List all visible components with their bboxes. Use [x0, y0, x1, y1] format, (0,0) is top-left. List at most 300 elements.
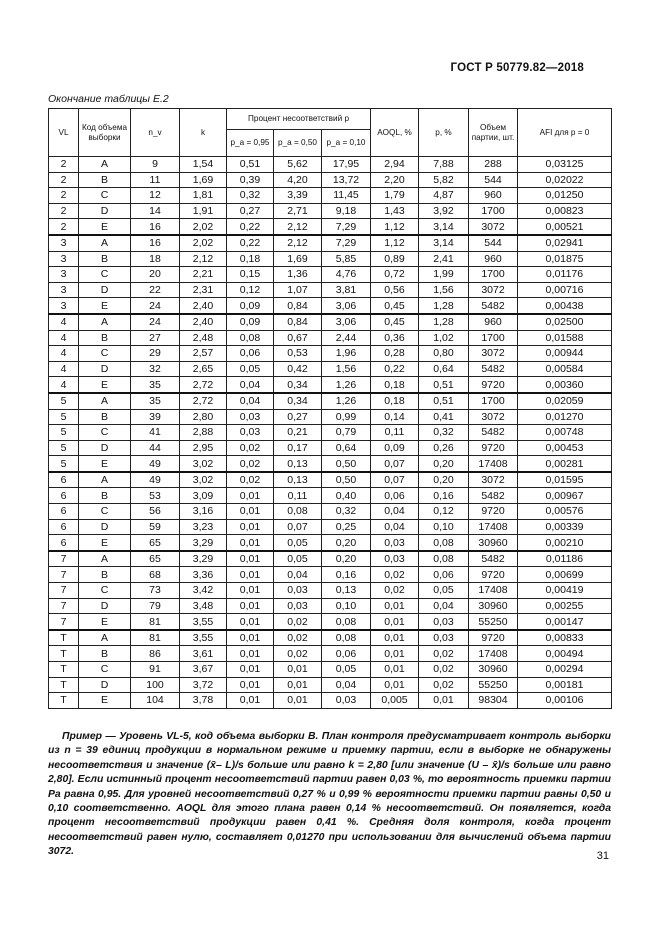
table-cell: 2,20: [371, 172, 419, 188]
table-cell: 0,01250: [518, 188, 612, 204]
table-cell: 2,57: [180, 346, 227, 362]
table-cell: 5: [49, 409, 79, 425]
table-cell: 0,04: [274, 567, 322, 583]
table-cell: 0,42: [274, 361, 322, 377]
table-cell: 9720: [469, 377, 518, 393]
table-cell: 98304: [469, 693, 518, 709]
table-cell: 0,01: [274, 677, 322, 693]
table-cell: 0,32: [227, 188, 274, 204]
table-cell: 0,02: [227, 472, 274, 488]
table-cell: 39: [131, 409, 180, 425]
table-cell: 0,00181: [518, 677, 612, 693]
table-cell: 0,41: [419, 409, 469, 425]
table-cell: 960: [469, 188, 518, 204]
table-cell: 1,69: [180, 172, 227, 188]
table-cell: 0,09: [227, 314, 274, 330]
table-cell: 65: [131, 535, 180, 551]
table-row: [49, 425, 612, 441]
table-cell: 0,01270: [518, 409, 612, 425]
table-cell: 0,02: [227, 440, 274, 456]
table-cell: 2,21: [180, 267, 227, 283]
table-cell: 0,04: [227, 377, 274, 393]
table-cell: 0,06: [322, 646, 371, 662]
table-cell: 0,02: [371, 567, 419, 583]
table-cell: 81: [131, 630, 180, 646]
table-cell: 0,08: [274, 504, 322, 520]
table-cell: 0,36: [371, 330, 419, 346]
sampling-plan-table: [48, 108, 612, 709]
table-row: [49, 488, 612, 504]
table-cell: 30960: [469, 598, 518, 614]
table-cell: 0,01: [227, 693, 274, 709]
table-cell: 17408: [469, 583, 518, 599]
table-cell: 2: [49, 172, 79, 188]
table-cell: 0,34: [274, 393, 322, 409]
table-cell: 1,96: [322, 346, 371, 362]
table-row: [49, 504, 612, 520]
table-cell: 3,39: [274, 188, 322, 204]
table-cell: 3: [49, 251, 79, 267]
table-cell: 0,00699: [518, 567, 612, 583]
table-cell: 4: [49, 346, 79, 362]
table-cell: 0,01: [227, 630, 274, 646]
table-cell: T: [49, 677, 79, 693]
table-cell: A: [79, 551, 131, 567]
table-cell: 7: [49, 551, 79, 567]
table-row: [49, 456, 612, 472]
table-cell: 1,28: [419, 314, 469, 330]
header-pa-050: p_a = 0,50: [274, 130, 322, 157]
table-cell: T: [49, 662, 79, 678]
table-cell: 1,12: [371, 219, 419, 235]
table-cell: 5,85: [322, 251, 371, 267]
table-cell: 35: [131, 377, 180, 393]
table-cell: 13,72: [322, 172, 371, 188]
table-cell: 4: [49, 330, 79, 346]
table-cell: 6: [49, 488, 79, 504]
table-cell: 24: [131, 314, 180, 330]
table-cell: 3: [49, 267, 79, 283]
table-cell: 0,22: [371, 361, 419, 377]
table-cell: 3072: [469, 409, 518, 425]
table-cell: 0,16: [419, 488, 469, 504]
table-cell: 3,92: [419, 203, 469, 219]
table-cell: 16: [131, 235, 180, 251]
table-cell: T: [49, 630, 79, 646]
table-cell: 24: [131, 298, 180, 314]
table-cell: 0,22: [227, 219, 274, 235]
table-cell: 7: [49, 567, 79, 583]
header-code: Код объема выборки: [79, 109, 131, 157]
table-cell: 68: [131, 567, 180, 583]
table-cell: 4,76: [322, 267, 371, 283]
table-cell: 0,01: [227, 519, 274, 535]
table-cell: C: [79, 267, 131, 283]
table-row: [49, 567, 612, 583]
table-cell: 5,82: [419, 172, 469, 188]
table-cell: 3,42: [180, 583, 227, 599]
table-cell: 0,01: [419, 693, 469, 709]
table-cell: 0,05: [274, 535, 322, 551]
table-cell: 1,81: [180, 188, 227, 204]
table-cell: 0,00716: [518, 282, 612, 298]
table-cell: D: [79, 598, 131, 614]
table-cell: 0,67: [274, 330, 322, 346]
table-cell: 0,50: [322, 472, 371, 488]
table-cell: 0,02: [371, 583, 419, 599]
table-cell: 0,05: [419, 583, 469, 599]
table-cell: 11,45: [322, 188, 371, 204]
table-cell: 6: [49, 504, 79, 520]
table-row: [49, 614, 612, 630]
table-row: [49, 662, 612, 678]
table-cell: 20: [131, 267, 180, 283]
table-row: [49, 409, 612, 425]
table-cell: B: [79, 488, 131, 504]
table-cell: 27: [131, 330, 180, 346]
table-cell: 2,31: [180, 282, 227, 298]
table-cell: 9720: [469, 630, 518, 646]
table-cell: 0,00584: [518, 361, 612, 377]
table-cell: 1,91: [180, 203, 227, 219]
table-row: [49, 267, 612, 283]
table-cell: 1,36: [274, 267, 322, 283]
table-cell: 0,01: [227, 488, 274, 504]
table-cell: 1700: [469, 330, 518, 346]
table-row: [49, 583, 612, 599]
table-cell: 0,03125: [518, 157, 612, 173]
table-cell: A: [79, 472, 131, 488]
table-cell: 0,01186: [518, 551, 612, 567]
table-cell: 1,43: [371, 203, 419, 219]
table-cell: 0,02: [274, 614, 322, 630]
table-cell: 7,88: [419, 157, 469, 173]
table-row: [49, 298, 612, 314]
table-cell: 0,01: [371, 630, 419, 646]
table-cell: 0,00147: [518, 614, 612, 630]
table-cell: C: [79, 583, 131, 599]
table-cell: 17408: [469, 456, 518, 472]
table-cell: 2,02: [180, 235, 227, 251]
table-cell: 0,27: [274, 409, 322, 425]
table-cell: 3,36: [180, 567, 227, 583]
table-cell: 1,28: [419, 298, 469, 314]
table-cell: 0,20: [419, 472, 469, 488]
table-cell: 0,01: [227, 614, 274, 630]
table-cell: 0,53: [274, 346, 322, 362]
header-k: k: [180, 109, 227, 157]
table-cell: 2: [49, 188, 79, 204]
table-cell: T: [49, 646, 79, 662]
table-cell: 0,02: [419, 646, 469, 662]
table-cell: 7,29: [322, 219, 371, 235]
table-cell: 29: [131, 346, 180, 362]
table-cell: 1,26: [322, 393, 371, 409]
table-cell: 2,95: [180, 440, 227, 456]
table-cell: 0,00967: [518, 488, 612, 504]
table-cell: 0,00210: [518, 535, 612, 551]
table-cell: 3,06: [322, 314, 371, 330]
table-cell: 3072: [469, 282, 518, 298]
table-cell: 3,06: [322, 298, 371, 314]
table-cell: 2,71: [274, 203, 322, 219]
table-cell: 1,79: [371, 188, 419, 204]
table-cell: 1700: [469, 393, 518, 409]
table-cell: 0,02941: [518, 235, 612, 251]
table-row: [49, 251, 612, 267]
table-cell: 17408: [469, 646, 518, 662]
table-cell: 0,20: [419, 456, 469, 472]
table-cell: 0,27: [227, 203, 274, 219]
table-cell: 0,01: [371, 677, 419, 693]
table-cell: D: [79, 677, 131, 693]
table-cell: 0,80: [419, 346, 469, 362]
table-cell: 12: [131, 188, 180, 204]
table-cell: 0,64: [419, 361, 469, 377]
table-cell: E: [79, 298, 131, 314]
table-cell: 0,03: [227, 425, 274, 441]
table-cell: 0,00494: [518, 646, 612, 662]
table-cell: E: [79, 377, 131, 393]
table-cell: A: [79, 235, 131, 251]
table-cell: 0,01: [227, 504, 274, 520]
table-cell: 0,04: [371, 519, 419, 535]
table-cell: 0,64: [322, 440, 371, 456]
table-cell: 0,20: [322, 551, 371, 567]
table-cell: 0,01: [227, 535, 274, 551]
table-cell: 9: [131, 157, 180, 173]
table-cell: 0,07: [371, 456, 419, 472]
table-cell: 0,16: [322, 567, 371, 583]
table-cell: 0,34: [274, 377, 322, 393]
table-cell: T: [49, 693, 79, 709]
table-cell: C: [79, 662, 131, 678]
table-cell: 0,18: [227, 251, 274, 267]
table-cell: 0,06: [227, 346, 274, 362]
table-cell: D: [79, 282, 131, 298]
table-cell: 0,01: [227, 677, 274, 693]
table-row: [49, 440, 612, 456]
table-cell: E: [79, 535, 131, 551]
table-cell: 17408: [469, 519, 518, 535]
table-cell: 3: [49, 235, 79, 251]
table-cell: 4,20: [274, 172, 322, 188]
table-cell: 104: [131, 693, 180, 709]
table-cell: 1,69: [274, 251, 322, 267]
table-cell: 1,56: [419, 282, 469, 298]
table-cell: 0,10: [322, 598, 371, 614]
table-cell: 6: [49, 472, 79, 488]
table-cell: 0,02500: [518, 314, 612, 330]
table-cell: 16: [131, 219, 180, 235]
table-cell: 3,55: [180, 614, 227, 630]
table-cell: 2,02: [180, 219, 227, 235]
table-cell: 4,87: [419, 188, 469, 204]
table-cell: 0,01: [371, 662, 419, 678]
table-cell: E: [79, 219, 131, 235]
table-cell: 0,02022: [518, 172, 612, 188]
table-cell: 2,48: [180, 330, 227, 346]
table-cell: 0,01: [274, 662, 322, 678]
table-cell: 3072: [469, 219, 518, 235]
table-cell: 1,07: [274, 282, 322, 298]
table-cell: 3: [49, 282, 79, 298]
example-note: Пример — Уровень VL-5, код объема выборки B. План контроля предусматривает контроль выборки из n = 39 единиц продукции в нормальном режиме и приемку партии, если в выборке не обнаружены несоответствия и значение (x̄– L)/s больше или равно k = 2,80 [или значение (U – x̄)/s больше или равно 2,80]. Если истинный процент несоответствий партии равен 0,03 %, то вероятность приемки партии Pa равна 0,95. Для уровней несоответствий 0,27 % и 0,99 % вероятности приемки партии равны 0,50 и 0,10 соответственно. AOQL для этого плана равен 0,14 % несоответствий. Он появляется, когда процент несоответствий продукции равен 0,41 %. Средняя доля контроля, когда процент несоответствий равен нулю, составляет 0,01270 при использовании для вычислений объема партии 3072.: [48, 731, 611, 858]
table-cell: 44: [131, 440, 180, 456]
table-cell: 0,22: [227, 235, 274, 251]
table-cell: 100: [131, 677, 180, 693]
table-cell: A: [79, 314, 131, 330]
table-cell: 53: [131, 488, 180, 504]
table-cell: C: [79, 425, 131, 441]
table-cell: 0,03: [371, 535, 419, 551]
table-cell: 0,09: [371, 440, 419, 456]
table-cell: 3,61: [180, 646, 227, 662]
table-cell: 3,09: [180, 488, 227, 504]
table-cell: A: [79, 393, 131, 409]
table-cell: 11: [131, 172, 180, 188]
table-cell: 5482: [469, 298, 518, 314]
table-cell: 2,94: [371, 157, 419, 173]
table-cell: 35: [131, 393, 180, 409]
table-cell: 7: [49, 598, 79, 614]
table-row: [49, 519, 612, 535]
table-cell: 0,06: [371, 488, 419, 504]
table-cell: 3,16: [180, 504, 227, 520]
table-cell: 0,04: [322, 677, 371, 693]
table-cell: 9,18: [322, 203, 371, 219]
table-cell: 5482: [469, 488, 518, 504]
table-cell: 1,56: [322, 361, 371, 377]
table-cell: 3,81: [322, 282, 371, 298]
table-cell: 544: [469, 235, 518, 251]
table-cell: 0,07: [274, 519, 322, 535]
table-cell: A: [79, 630, 131, 646]
table-cell: 960: [469, 251, 518, 267]
table-cell: 1700: [469, 267, 518, 283]
table-cell: 41: [131, 425, 180, 441]
table-cell: 0,12: [227, 282, 274, 298]
table-row: [49, 377, 612, 393]
table-cell: C: [79, 504, 131, 520]
table-row: [49, 203, 612, 219]
header-afi: AFI для p = 0: [518, 109, 612, 157]
table-cell: 3,02: [180, 472, 227, 488]
table-cell: 288: [469, 157, 518, 173]
table-cell: 0,01: [227, 551, 274, 567]
table-cell: 2,88: [180, 425, 227, 441]
table-cell: 65: [131, 551, 180, 567]
table-cell: B: [79, 172, 131, 188]
table-row: [49, 314, 612, 330]
table-row: [49, 361, 612, 377]
table-cell: 0,84: [274, 298, 322, 314]
table-cell: 0,00294: [518, 662, 612, 678]
table-cell: 0,51: [419, 377, 469, 393]
table-row: [49, 235, 612, 251]
table-cell: 0,32: [419, 425, 469, 441]
table-cell: 0,02: [274, 630, 322, 646]
table-cell: C: [79, 188, 131, 204]
table-row: [49, 188, 612, 204]
table-cell: 0,08: [322, 630, 371, 646]
table-cell: 2,72: [180, 393, 227, 409]
table-cell: 2,12: [180, 251, 227, 267]
table-cell: 1,99: [419, 267, 469, 283]
header-pa-010: p_a = 0,10: [322, 130, 371, 157]
header-lot-size: Объем партии, шт.: [469, 109, 518, 157]
table-cell: 0,00576: [518, 504, 612, 520]
table-cell: 0,04: [371, 504, 419, 520]
table-cell: A: [79, 157, 131, 173]
table-cell: 0,00255: [518, 598, 612, 614]
table-cell: 0,01: [371, 614, 419, 630]
table-cell: 0,05: [274, 551, 322, 567]
table-row: [49, 346, 612, 362]
table-cell: 59: [131, 519, 180, 535]
table-cell: 0,14: [371, 409, 419, 425]
table-cell: 0,00281: [518, 456, 612, 472]
table-cell: 14: [131, 203, 180, 219]
table-cell: 3,29: [180, 535, 227, 551]
table-cell: 0,05: [227, 361, 274, 377]
table-cell: 0,08: [322, 614, 371, 630]
table-cell: 86: [131, 646, 180, 662]
table-cell: D: [79, 519, 131, 535]
table-cell: 49: [131, 472, 180, 488]
table-cell: 5: [49, 456, 79, 472]
table-cell: 3,48: [180, 598, 227, 614]
table-cell: 0,25: [322, 519, 371, 535]
table-cell: 0,28: [371, 346, 419, 362]
table-cell: 17,95: [322, 157, 371, 173]
table-cell: D: [79, 440, 131, 456]
table-row: [49, 630, 612, 646]
table-cell: 81: [131, 614, 180, 630]
table-cell: 2,72: [180, 377, 227, 393]
table-cell: B: [79, 567, 131, 583]
table-cell: 0,01176: [518, 267, 612, 283]
table-cell: 0,39: [227, 172, 274, 188]
table-cell: 0,02: [419, 677, 469, 693]
table-cell: 22: [131, 282, 180, 298]
table-cell: 0,01595: [518, 472, 612, 488]
table-cell: 0,01: [371, 598, 419, 614]
table-cell: 0,00438: [518, 298, 612, 314]
table-cell: 0,01: [227, 646, 274, 662]
table-cell: 5482: [469, 361, 518, 377]
table-cell: B: [79, 330, 131, 346]
table-cell: 49: [131, 456, 180, 472]
table-cell: 0,03: [419, 614, 469, 630]
table-caption: Окончание таблицы Е.2: [48, 93, 169, 105]
table-cell: C: [79, 346, 131, 362]
table-cell: 2,12: [274, 235, 322, 251]
table-cell: 0,00521: [518, 219, 612, 235]
table-cell: 0,17: [274, 440, 322, 456]
table-cell: 0,00360: [518, 377, 612, 393]
table-cell: 0,50: [322, 456, 371, 472]
table-row: [49, 551, 612, 567]
table-cell: 0,00944: [518, 346, 612, 362]
table-cell: 5: [49, 393, 79, 409]
table-cell: 0,08: [419, 535, 469, 551]
table-cell: 0,00748: [518, 425, 612, 441]
table-cell: 2,41: [419, 251, 469, 267]
table-cell: 30960: [469, 662, 518, 678]
table-cell: 55250: [469, 614, 518, 630]
table-cell: 0,13: [274, 472, 322, 488]
